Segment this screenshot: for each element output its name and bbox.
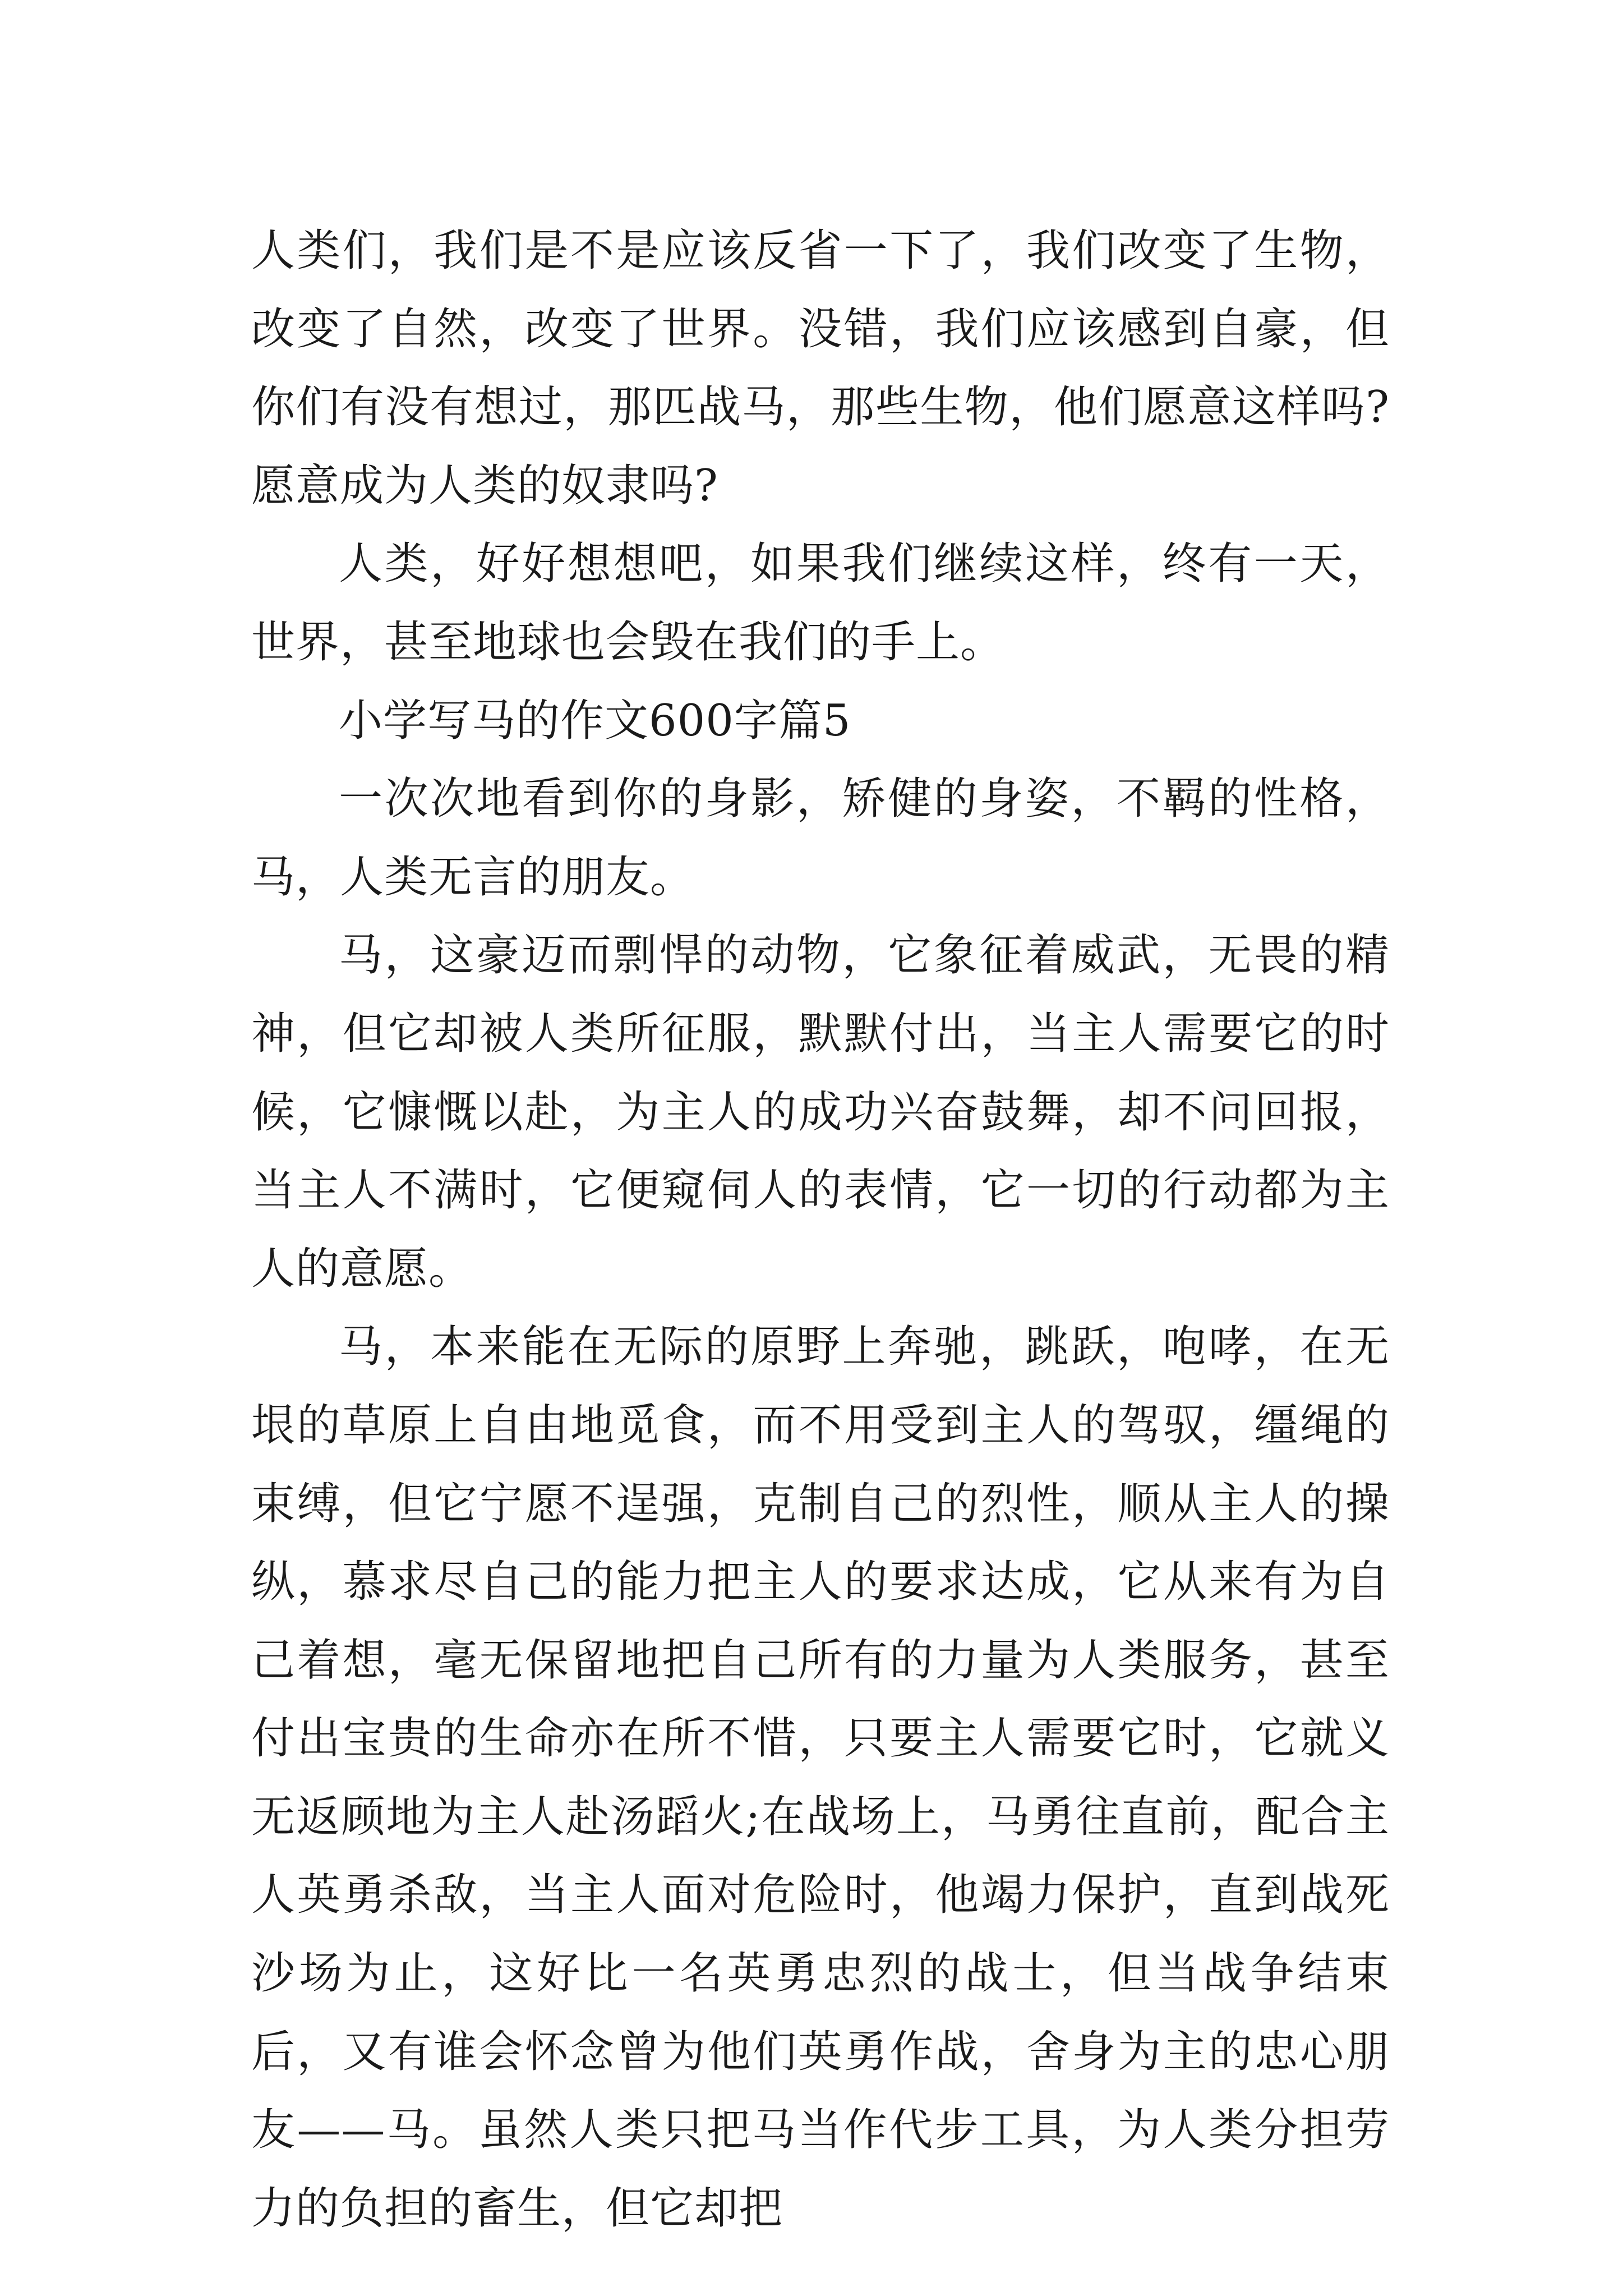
body-text xyxy=(251,212,1390,2248)
paragraph: 马，这豪迈而剽悍的动物，它象征着威武，无畏的精神，但它却被人类所征服，默默付出，当主人需要它的时候，它慷慨以赴，为主人的成功兴奋鼓舞，却不问回报，当主人不满时，它便窥伺人的表情，它一切的行动都为主人的意愿。 xyxy=(251,930,1390,1294)
paragraph: 人类们，我们是不是应该反省一下了，我们改变了生物，改变了自然，改变了世界。没错，我们应该感到自豪，但你们有没有想过，那匹战马，那些生物，他们愿意这样吗?愿意成为人类的奴隶吗? xyxy=(251,226,1390,511)
section-heading: 小学写马的作文600字篇5 xyxy=(339,695,851,746)
paragraph: 马，本来能在无际的原野上奔驰，跳跃，咆哮，在无垠的草原上自由地觅食，而不用受到主人的驾驭，缰绳的束缚，但它宁愿不逞强，克制自己的烈性，顺从主人的操纵，慕求尽自己的能力把主人的要求达成，它从来有为自己着想，毫无保留地把自己所有的力量为人类服务，甚至付出宝贵的生命亦在所不惜，只要主人需要它时，它就义无返顾地为主人赴汤蹈火;在战场上，马勇往直前，配合主人英勇杀敌，当主人面对危险时，他竭力保护，直到战死沙场为止，这好比一名英勇忠烈的战士，但当战争结束后，又有谁会怀念曾为他们英勇作战，舍身为主的忠心朋友——马。虽然人类只把马当作代步工具，为人类分担劳力的负担的畜生，但它却把 xyxy=(251,1322,1390,2234)
paragraph: 一次次地看到你的身影，矫健的身姿，不羁的性格，马，人类无言的朋友。 xyxy=(251,774,1390,903)
paragraph: 人类，好好想想吧，如果我们继续这样，终有一天，世界，甚至地球也会毁在我们的手上。 xyxy=(251,539,1390,668)
